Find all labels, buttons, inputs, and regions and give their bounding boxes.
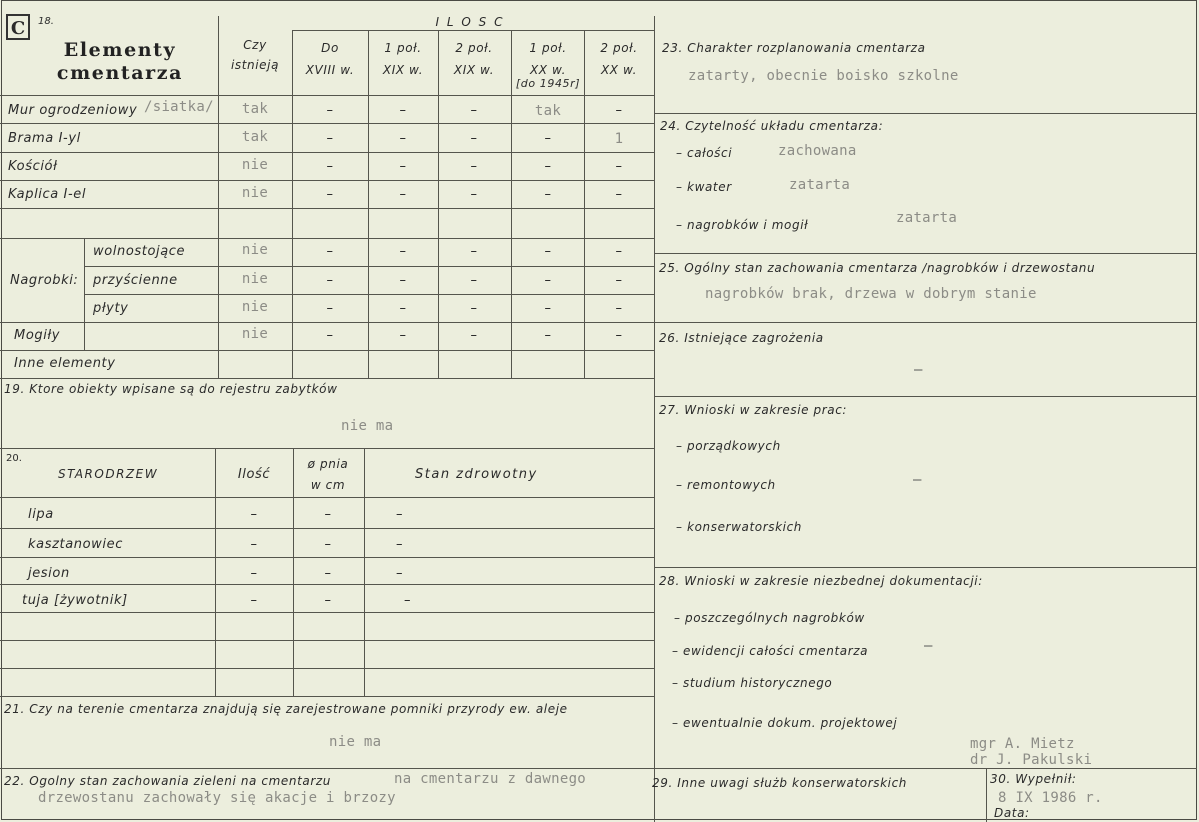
quantity-cell: –	[544, 131, 552, 146]
q27-item-konserwatorskich: – konserwatorskich	[676, 520, 802, 534]
q28-answer: –	[924, 638, 933, 654]
tree-health: –	[396, 507, 404, 522]
element-row-label: Kaplica I-el	[8, 187, 87, 202]
q27-item-remontowych: – remontowych	[676, 478, 776, 492]
exists-cell: nie	[241, 185, 269, 201]
header-istnieja: istnieją	[230, 58, 280, 72]
element-row-label: Inne elementy	[14, 356, 116, 371]
quantity-cell: –	[326, 328, 334, 343]
quantity-cell: –	[615, 328, 623, 343]
author-line1: mgr A. Mietz	[970, 736, 1075, 752]
quantity-cell: –	[615, 301, 623, 316]
quantity-cell: –	[399, 301, 407, 316]
quantity-cell: –	[470, 328, 478, 343]
trees-header-diam2: w cm	[310, 478, 346, 492]
trees-row-line	[0, 640, 654, 641]
quantity-cell: –	[470, 103, 478, 118]
row-line	[0, 152, 654, 153]
q24-item-calosci: – całości	[676, 146, 733, 160]
q25-bottom-line	[654, 322, 1197, 323]
q22-answer-line2: drzewostanu zachowały się akacje i brzozy	[38, 790, 396, 806]
quantity-cell: –	[470, 159, 478, 174]
exists-cell: nie	[241, 242, 269, 258]
element-row-label: Mur ogrodzeniowy	[8, 103, 138, 118]
trees-row-line	[0, 497, 654, 498]
trees-bottom-line	[0, 696, 654, 697]
q27-label: 27. Wnioski w zakresie prac:	[659, 403, 848, 417]
card-letter: C	[6, 14, 30, 40]
row-line	[0, 238, 654, 239]
column-header-line2: XX w.	[600, 63, 638, 77]
trees-divider-3	[364, 448, 365, 696]
q19-label: 19. Ktore obiekty wpisane są do rejestru zabytków	[4, 382, 338, 396]
quantity-cell: –	[544, 328, 552, 343]
tree-qty: –	[250, 507, 258, 522]
card-title-line2: cmentarza	[56, 62, 184, 84]
q24-answer-nagrobkow: zatarta	[896, 210, 958, 226]
tree-diam: –	[324, 507, 332, 522]
nagrobki-label: Nagrobki:	[10, 273, 79, 288]
col-divider-4	[584, 30, 585, 378]
nagrobki-row-label: wolnostojące	[93, 244, 186, 259]
row-line	[84, 266, 654, 267]
quantity-cell: –	[544, 187, 552, 202]
row-line	[84, 294, 654, 295]
nagrobki-row-label: płyty	[93, 301, 129, 316]
exists-cell: nie	[241, 271, 269, 287]
tree-name: kasztanowiec	[28, 537, 123, 552]
q28-item-studium: – studium historycznego	[672, 676, 833, 690]
column-header-line2: XIX w.	[453, 63, 495, 77]
q27-answer: –	[913, 472, 922, 488]
column-header-line2: XIX w.	[382, 63, 424, 77]
col-divider-1	[368, 30, 369, 378]
tree-qty: –	[250, 593, 258, 608]
card-number: 18.	[38, 16, 54, 27]
quantity-cell: –	[399, 244, 407, 259]
q29-label: 29. Inne uwagi służb konserwatorskich	[652, 776, 907, 790]
trees-row-line	[0, 668, 654, 669]
trees-header-health: Stan zdrowotny	[415, 467, 538, 482]
trees-header-name: STARODRZEW	[58, 467, 159, 481]
exists-cell: nie	[241, 157, 269, 173]
q23-bottom-line	[654, 113, 1197, 114]
quantity-cell: –	[326, 273, 334, 288]
element-row-label: Brama I-yl	[8, 131, 81, 146]
trees-row-line	[0, 557, 654, 558]
quantity-cell: –	[326, 103, 334, 118]
tree-diam: –	[324, 593, 332, 608]
header-bottom-line	[0, 95, 654, 96]
exists-cell: nie	[241, 299, 269, 315]
quantity-cell: –	[615, 103, 623, 118]
quantity-cell: 1	[614, 131, 624, 147]
elements-czy-divider	[292, 30, 293, 378]
q26-answer: –	[914, 362, 923, 378]
quantity-cell: –	[544, 301, 552, 316]
tree-health: –	[396, 566, 404, 581]
q24-item-kwater: – kwater	[676, 180, 732, 194]
trees-row-line	[0, 584, 654, 585]
column-header-line1: 1 poł.	[529, 41, 567, 55]
quantity-cell: –	[615, 244, 623, 259]
quantity-cell: –	[470, 187, 478, 202]
column-header-line1: 2 poł.	[600, 41, 638, 55]
q26-bottom-line	[654, 396, 1197, 397]
card-title-line1: Elementy	[63, 39, 177, 61]
element-row-label: Kościół	[8, 159, 58, 174]
q19-answer: nie ma	[341, 418, 394, 434]
quantity-cell: –	[470, 131, 478, 146]
q28-bottom-line	[654, 768, 1197, 769]
q28-item-projektowej: – ewentualnie dokum. projektowej	[672, 716, 898, 730]
q22-label: 22. Ogolny stan zachowania zieleni na cmentarzu	[4, 774, 331, 788]
q24-answer-calosci: zachowana	[778, 143, 857, 159]
trees-header-qty: Ilość	[237, 467, 271, 482]
header-ilosc: I L O S C	[435, 15, 505, 29]
column-header-line2: XX w.	[529, 63, 567, 77]
quantity-cell: –	[544, 273, 552, 288]
quantity-cell: –	[544, 159, 552, 174]
column-header-line1: 1 poł.	[384, 41, 422, 55]
quantity-cell: –	[399, 187, 407, 202]
q25-answer: nagrobków brak, drzewa w dobrym stanie	[705, 286, 1037, 302]
q23-label: 23. Charakter rozplanowania cmentarza	[662, 41, 926, 55]
elements-name-divider	[218, 16, 219, 378]
q23-answer: zatarty, obecnie boisko szkolne	[688, 68, 959, 84]
q30-date-value: 8 IX 1986 r.	[998, 790, 1103, 806]
ilosc-underline	[292, 30, 654, 31]
q24-bottom-line	[654, 253, 1197, 254]
column-header-line3: [do 1945r]	[515, 77, 581, 90]
quantity-cell: –	[544, 244, 552, 259]
q21-label: 21. Czy na terenie cmentarza znajdują się zarejestrowane pomniki przyrody ew. aleje	[4, 702, 568, 716]
row-line	[0, 378, 654, 379]
trees-divider-1	[215, 448, 216, 696]
quantity-cell: –	[399, 131, 407, 146]
quantity-cell: tak	[534, 103, 562, 119]
column-header-line2: XVIII w.	[305, 63, 355, 77]
trees-row-line	[0, 528, 654, 529]
author-line2: dr J. Pakulski	[970, 752, 1093, 768]
tree-name: jesion	[28, 566, 70, 581]
column-header-line1: Do	[321, 41, 339, 55]
col-divider-3	[511, 30, 512, 378]
q21-bottom-line	[0, 768, 654, 769]
nagrobki-row-label: przyścienne	[93, 273, 178, 288]
column-header-line1: 2 poł.	[455, 41, 493, 55]
trees-header-diam1: ø pnia	[307, 457, 349, 471]
mur-typed-label: /siatka/	[144, 99, 214, 115]
tree-diam: –	[324, 566, 332, 581]
q24-answer-kwater: zatarta	[789, 177, 851, 193]
quantity-cell: –	[326, 159, 334, 174]
tree-qty: –	[250, 537, 258, 552]
quantity-cell: –	[326, 301, 334, 316]
row-line	[0, 322, 654, 323]
q19-bottom-line	[0, 448, 654, 449]
quantity-cell: –	[470, 244, 478, 259]
trees-row-line	[0, 612, 654, 613]
row-line	[0, 208, 654, 209]
quantity-cell: –	[399, 273, 407, 288]
quantity-cell: –	[326, 187, 334, 202]
row-line	[0, 123, 654, 124]
quantity-cell: –	[470, 301, 478, 316]
quantity-cell: –	[615, 273, 623, 288]
q28-item-ewidencji: – ewidencji całości cmentarza	[672, 644, 869, 658]
q30-label: 30. Wypełnił:	[990, 772, 1077, 786]
q28-item-nagrobkow: – poszczególnych nagrobków	[674, 611, 865, 625]
q30-divider	[986, 768, 987, 822]
tree-qty: –	[250, 566, 258, 581]
quantity-cell: –	[615, 159, 623, 174]
quantity-cell: –	[615, 187, 623, 202]
quantity-cell: –	[399, 159, 407, 174]
trees-divider-2	[293, 448, 294, 696]
tree-name: lipa	[28, 507, 54, 522]
header-czy: Czy	[243, 38, 267, 52]
q30-date-label: Data:	[994, 806, 1030, 820]
quantity-cell: –	[326, 244, 334, 259]
q27-bottom-line	[654, 567, 1197, 568]
quantity-cell: –	[399, 103, 407, 118]
col-divider-2	[438, 30, 439, 378]
tree-health: –	[404, 593, 412, 608]
quantity-cell: –	[326, 131, 334, 146]
row-line	[0, 180, 654, 181]
quantity-cell: –	[470, 273, 478, 288]
tree-diam: –	[324, 537, 332, 552]
trees-number: 20.	[6, 453, 22, 464]
exists-cell: tak	[241, 101, 269, 117]
tree-name: tuja [żywotnik]	[22, 593, 128, 608]
q21-answer: nie ma	[329, 734, 382, 750]
tree-health: –	[396, 537, 404, 552]
quantity-cell: –	[399, 328, 407, 343]
q27-item-porzadkowych: – porządkowych	[676, 439, 781, 453]
main-divider	[654, 16, 655, 822]
q28-label: 28. Wnioski w zakresie niezbednej dokumentacji:	[659, 574, 983, 588]
q24-item-nagrobkow: – nagrobków i mogił	[676, 218, 809, 232]
q25-label: 25. Ogólny stan zachowania cmentarza /nagrobków i drzewostanu	[659, 261, 1096, 275]
q24-label: 24. Czytelność układu cmentarza:	[660, 119, 884, 133]
exists-cell: tak	[241, 129, 269, 145]
q22-answer-line1: na cmentarzu z dawnego	[394, 771, 587, 787]
element-row-label: Mogiły	[14, 328, 61, 343]
exists-cell: nie	[241, 326, 269, 342]
q26-label: 26. Istniejące zagrożenia	[659, 331, 824, 345]
row-line	[0, 350, 654, 351]
